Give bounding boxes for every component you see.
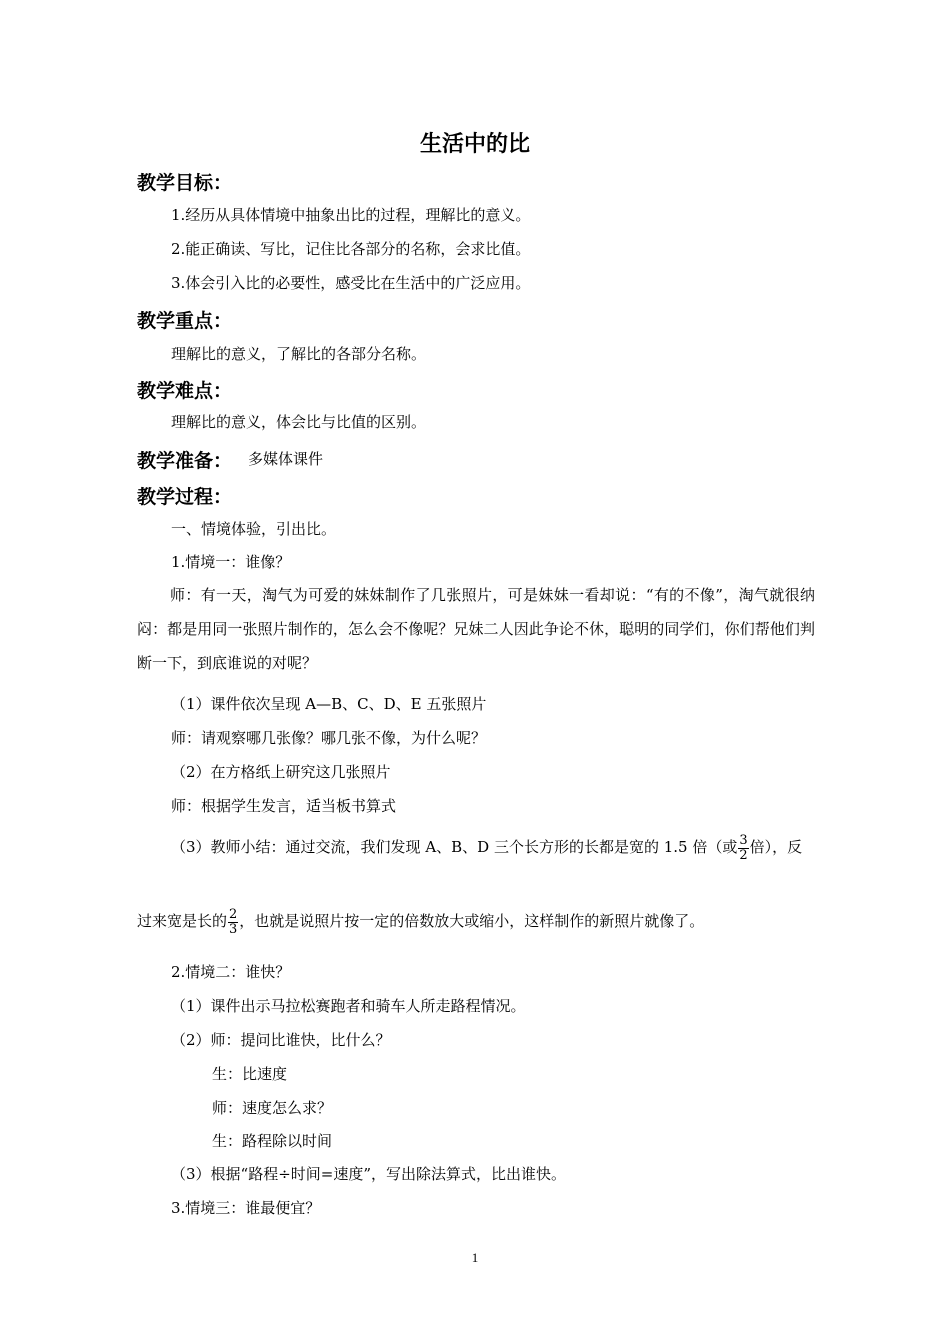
- summary-line-1: [171, 829, 802, 865]
- fraction-numerator: 3: [739, 832, 748, 848]
- difficulties-heading: 教学难点：: [137, 380, 233, 402]
- teacher-story-paragraph: 师：有一天，淘气为可爱的妹妹制作了几张照片，可是妹妹一看却说：“有的不像”，淘气就很纳闷：都是用同一张照片制作的，怎么会不像呢？兄妹二人因此争论不休，聪明的同学们，你们帮他们判断一下，到底谁说的对呢？: [137, 586, 815, 672]
- fraction-denominator: 3: [229, 921, 238, 937]
- scene-1-teacher-question-1: 师：请观察哪几张像？哪几张不像，为什么呢？: [171, 729, 487, 747]
- fraction-numerator: 2: [229, 906, 238, 922]
- scene-2-student-answer-1: 生：比速度: [212, 1065, 288, 1083]
- scene-2-teacher-question: 师：速度怎么求？: [212, 1099, 333, 1117]
- summary-text-part-2: 倍），反: [749, 838, 803, 856]
- objectives-heading: 教学目标：: [137, 172, 233, 194]
- scene-1-step-2: （2）在方格纸上研究这几张照片: [171, 763, 391, 781]
- summary-line-2: [137, 903, 704, 939]
- difficulties-text: 理解比的意义，体会比与比值的区别。: [171, 413, 427, 431]
- scene-2-title: 2.情境二：谁快？: [171, 963, 291, 981]
- scene-1-step-1: （1）课件依次呈现 A—B、C、D、E 五张照片: [171, 695, 487, 713]
- summary-text-part-3: 过来宽是长的: [137, 912, 228, 930]
- preparation-heading: 教学准备：: [137, 450, 233, 472]
- scene-1-title: 1.情境一：谁像？: [171, 553, 291, 571]
- process-heading: 教学过程：: [137, 486, 233, 508]
- fraction-three-halves: [738, 834, 748, 863]
- key-points-heading: 教学重点：: [137, 310, 233, 332]
- key-points-text: 理解比的意义，了解比的各部分名称。: [171, 345, 427, 363]
- scene-2-step-1: （1）课件出示马拉松赛跑者和骑车人所走路程情况。: [171, 997, 526, 1015]
- page-number: 1: [471, 1250, 479, 1265]
- scene-3-title: 3.情境三：谁最便宜？: [171, 1199, 321, 1217]
- summary-text-part-4: ，也就是说照片按一定的倍数放大或缩小，这样制作的新照片就像了。: [239, 912, 705, 930]
- objective-item-1: 1.经历从具体情境中抽象出比的过程，理解比的意义。: [171, 206, 531, 224]
- fraction-denominator: 2: [739, 847, 748, 863]
- preparation-text: 多媒体课件: [248, 450, 324, 468]
- page-title: 生活中的比: [419, 132, 530, 157]
- summary-text-part-1: （3）教师小结：通过交流，我们发现 A、B、D 三个长方形的长都是宽的 1.5 倍（或: [171, 838, 738, 856]
- section-1-title: 一、情境体验，引出比。: [171, 520, 337, 538]
- scene-2-student-answer-2: 生：路程除以时间: [212, 1132, 333, 1150]
- objective-item-3: 3.体会引入比的必要性，感受比在生活中的广泛应用。: [171, 274, 531, 292]
- fraction-two-thirds: [228, 908, 238, 937]
- objective-item-2: 2.能正确读、写比，记住比各部分的名称，会求比值。: [171, 240, 531, 258]
- scene-2-step-3: （3）根据“路程÷时间=速度”，写出除法算式，比出谁快。: [171, 1165, 567, 1183]
- scene-1-teacher-question-2: 师：根据学生发言，适当板书算式: [171, 797, 397, 815]
- scene-2-step-2: （2）师：提问比谁快，比什么？: [171, 1031, 391, 1049]
